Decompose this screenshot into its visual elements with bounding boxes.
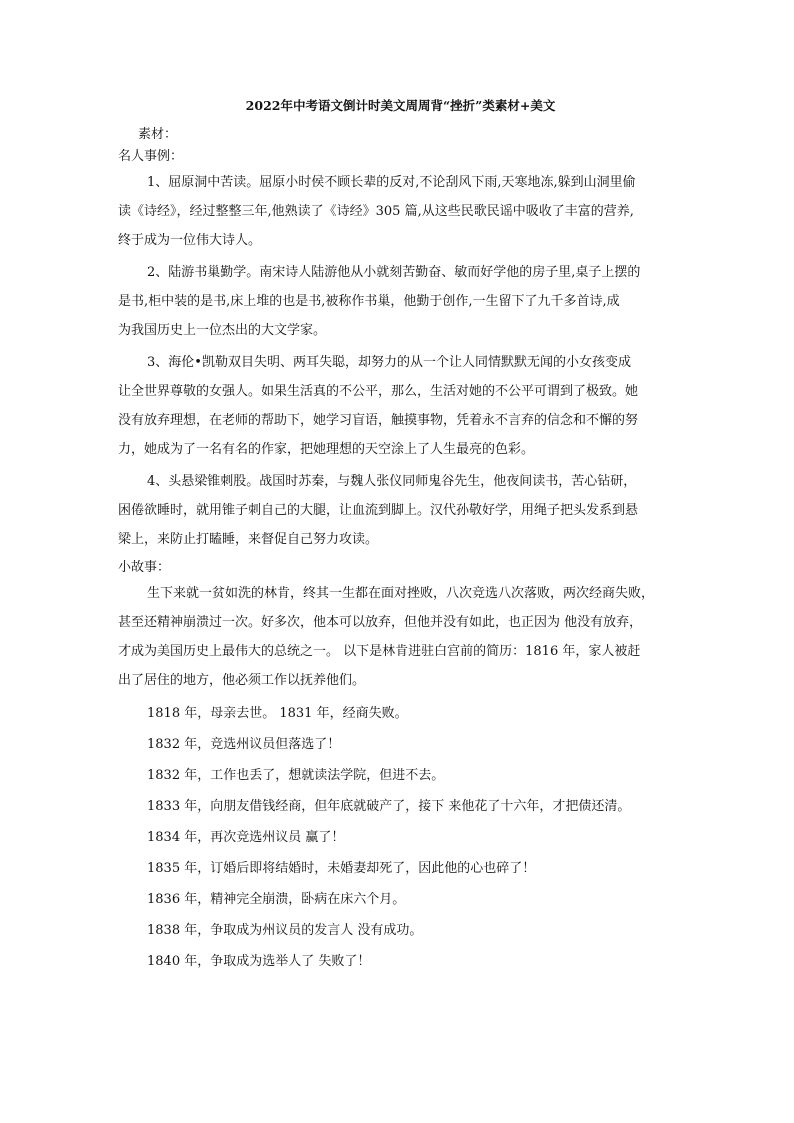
paragraph-line: 读《诗经》，经过整整三年,他熟读了《诗经》305 篇,从这些民歌民谣中吸收了丰富的营养, bbox=[118, 204, 634, 219]
paragraph-line: 3、海伦•凯勒双目失明、两耳失聪，却努力的从一个让人同情默默无闻的小女孩变成 bbox=[147, 355, 631, 370]
section-heading-short-story: 小故事： bbox=[118, 560, 171, 575]
paragraph-line: 是书,柜中装的是书,床上堆的也是书,被称作书巢，他勤于创作,一生留下了九千多首诗,成 bbox=[118, 294, 620, 309]
section-heading-material: 素材： bbox=[138, 127, 178, 142]
timeline-entry: 1834 年，再次竞选州议员 赢了！ bbox=[147, 830, 345, 845]
timeline-list bbox=[118, 698, 683, 977]
paragraph-line: 力，她成为了一名有名的作家，把她理想的天空涂上了人生最亮的色彩。 bbox=[118, 442, 535, 457]
paragraph-line: 没有放弃理想，在老师的帮助下，她学习盲语，触摸事物，凭着永不言弃的信念和不懈的努 bbox=[118, 413, 639, 428]
timeline-entry: 1840 年，争取成为选举人了 失败了！ bbox=[147, 954, 371, 969]
story-paragraph bbox=[118, 579, 683, 695]
timeline-entry: 1836 年，精神完全崩溃，卧病在床六个月。 bbox=[147, 892, 406, 907]
famous-example-paragraph bbox=[118, 348, 683, 464]
timeline-entry: 1832 年，工作也丢了，想就读法学院，但进不去。 bbox=[147, 768, 445, 783]
famous-example-paragraph bbox=[118, 258, 683, 345]
paragraph-line: 4、头悬梁锥刺股。战国时苏秦，与魏人张仪同师鬼谷先生，他夜间读书，苦心钻研， bbox=[147, 474, 637, 489]
famous-example-paragraph bbox=[118, 467, 683, 554]
document-title: 2022年中考语文倒计时美文周周背“挫折”类素材+美文 bbox=[245, 98, 556, 113]
famous-example-paragraph bbox=[118, 168, 683, 255]
timeline-entry: 1835 年，订婚后即将结婚时，未婚妻却死了，因此他的心也碎了！ bbox=[147, 861, 536, 876]
section-heading-famous-examples: 名人事例： bbox=[118, 149, 184, 164]
paragraph-line: 甚至还精神崩溃过一次。好多次，他本可以放弃，但他并没有如此，也正因为 他没有放弃， bbox=[118, 615, 643, 630]
paragraph-line: 让全世界尊敬的女强人。如果生活真的不公平，那么，生活对她的不公平可谓到了极致。她 bbox=[118, 384, 639, 399]
paragraph-line: 1、屈原洞中苦读。屈原小时侯不顾长辈的反对,不论刮风下雨,天寒地冻,躲到山洞里偷 bbox=[147, 175, 636, 190]
paragraph-line: 困倦欲睡时，就用锥子刺自己的大腿，让血流到脚上。汉代孙敬好学，用绳子把头发系到悬 bbox=[118, 503, 639, 518]
paragraph-line: 梁上，来防止打瞌睡，来督促自己努力攻读。 bbox=[118, 532, 379, 547]
timeline-entry: 1818 年，母亲去世。 1831 年，经商失败。 bbox=[147, 706, 408, 721]
timeline-entry: 1832 年，竞选州议员但落选了！ bbox=[147, 737, 341, 752]
paragraph-line: 才成为美国历史上最伟大的总统之一。 以下是林肯进驻白宫前的简历：1816 年，家人被赶 bbox=[118, 644, 641, 659]
paragraph-line: 生下来就一贫如洗的林肯，终其一生都在面对挫败，八次竞选八次落败，两次经商失败， bbox=[147, 586, 655, 601]
paragraph-line: 2、陆游书巢勤学。南宋诗人陆游他从小就刻苦勤奋、敏而好学他的房子里,桌子上摆的 bbox=[147, 265, 641, 280]
document-page bbox=[118, 96, 683, 977]
timeline-entry: 1838 年，争取成为州议员的发言人 没有成功。 bbox=[147, 923, 423, 938]
paragraph-line: 终于成为一位伟大诗人。 bbox=[118, 233, 262, 248]
paragraph-line: 出了居住的地方，他必须工作以抚养他们。 bbox=[118, 673, 366, 688]
timeline-entry: 1833 年，向朋友借钱经商，但年底就破产了，接下 来他花了十六年，才把债还清。 bbox=[147, 799, 631, 814]
paragraph-line: 为我国历史上一位杰出的大文学家。 bbox=[118, 323, 327, 338]
